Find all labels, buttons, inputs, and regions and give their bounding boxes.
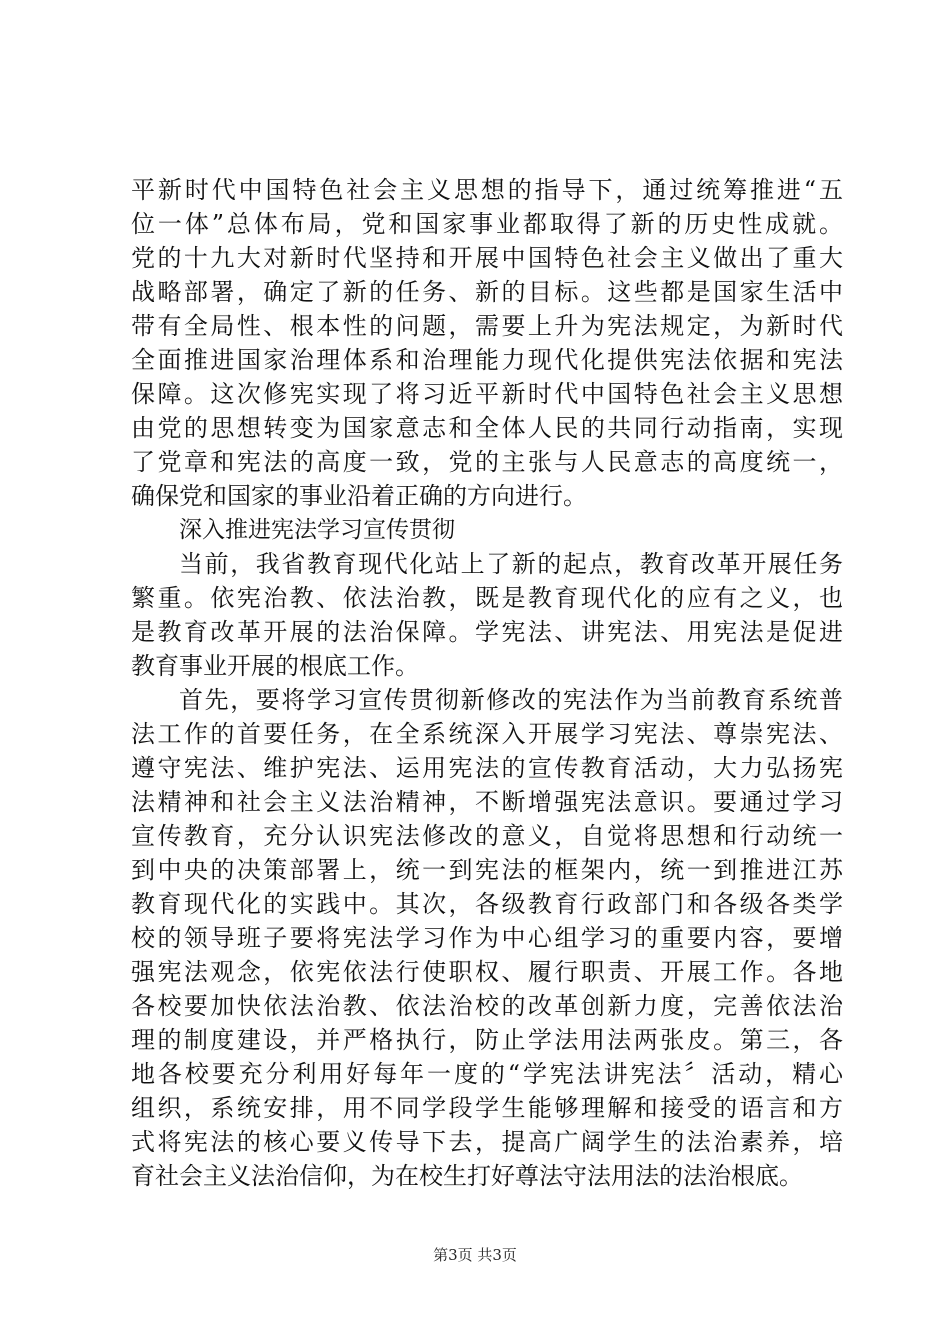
text-line: 教育现代化的实践中。其次，各级教育行政部门和各级各类学 (131, 890, 843, 918)
text-line: 组织，系统安排，用不同学段学生能够理解和接受的语言和方 (131, 1094, 843, 1122)
text-line: 确保党和国家的事业沿着正确的方向进行。 (131, 482, 587, 510)
text-line: 战略部署，确定了新的任务、新的目标。这些都是国家生活中 (131, 278, 843, 306)
section-heading: 深入推进宪法学习宣传贯彻 (179, 517, 455, 543)
text-line: 全面推进国家治理体系和治理能力现代化提供宪法依据和宪法 (131, 346, 843, 374)
text-line: 强宪法观念，依宪依法行使职权、履行职责、开展工作。各地 (131, 958, 843, 986)
text-line: 理的制度建设，并严格执行，防止学法用法两张皮。第三，各 (131, 1026, 843, 1054)
text-line: 地各校要充分利用好每年一度的“学宪法讲宪法〞活动，精心 (131, 1060, 843, 1088)
text-line: 保障。这次修宪实现了将习近平新时代中国特色社会主义思想 (131, 380, 843, 408)
text-line: 遵守宪法、维护宪法、运用宪法的宣传教育活动，大力弘扬宪 (131, 754, 843, 782)
text-line: 繁重。依宪治教、依法治教，既是教育现代化的应有之义，也 (131, 584, 843, 612)
text-line: 了党章和宪法的高度一致，党的主张与人民意志的高度统一， (131, 448, 843, 476)
text-line: 校的领导班子要将宪法学习作为中心组学习的重要内容，要增 (131, 924, 843, 952)
text-line: 由党的思想转变为国家意志和全体人民的共同行动指南，实现 (131, 414, 843, 442)
text-line: 式将宪法的核心要义传导下去，提高广阔学生的法治素养，培 (131, 1128, 843, 1156)
text-line: 带有全局性、根本性的问题，需要上升为宪法规定，为新时代 (131, 312, 843, 340)
text-line: 是教育改革开展的法治保障。学宪法、讲宪法、用宪法是促进 (131, 618, 843, 646)
page-footer: 第3页 共3页 (433, 1246, 517, 1264)
text-line: 宣传教育，充分认识宪法修改的意义，自觉将思想和行动统一 (131, 822, 843, 850)
text-line: 首先，要将学习宣传贯彻新修改的宪法作为当前教育系统普 (179, 686, 843, 714)
text-line: 教育事业开展的根底工作。 (131, 652, 419, 680)
text-line: 法工作的首要任务，在全系统深入开展学习宪法、尊崇宪法、 (131, 720, 843, 748)
text-line: 育社会主义法治信仰，为在校生打好尊法守法用法的法治根底。 (131, 1162, 803, 1190)
text-line: 当前，我省教育现代化站上了新的起点，教育改革开展任务 (179, 550, 843, 578)
text-line: 法精神和社会主义法治精神，不断增强宪法意识。要通过学习 (131, 788, 843, 816)
text-line: 平新时代中国特色社会主义思想的指导下，通过统筹推进“五 (131, 176, 843, 204)
text-line: 党的十九大对新时代坚持和开展中国特色社会主义做出了重大 (131, 244, 843, 272)
text-line: 位一体”总体布局，党和国家事业都取得了新的历史性成就。 (131, 210, 843, 238)
text-line: 各校要加快依法治教、依法治校的改革创新力度，完善依法治 (131, 992, 843, 1020)
text-line: 到中央的决策部署上，统一到宪法的框架内，统一到推进江苏 (131, 856, 843, 884)
